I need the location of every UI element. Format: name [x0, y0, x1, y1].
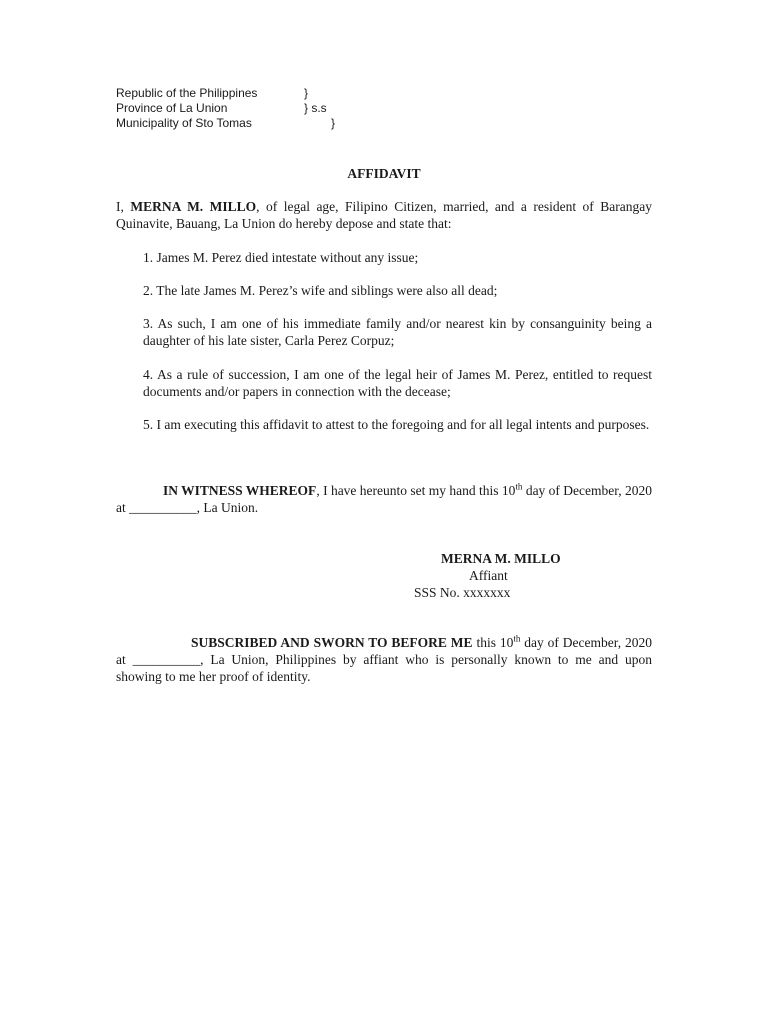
intro-prefix: I,: [116, 199, 131, 214]
venue-line-province: [116, 101, 327, 116]
signature-name: MERNA M. MILLO: [441, 551, 561, 566]
witness-text-1: , I have hereunto set my hand this 10: [316, 483, 516, 498]
affiant-name-inline: MERNA M. MILLO: [130, 199, 257, 214]
jurat-text-2: day of December, 2020 at __________, La Union, Philippines by affiant who is personally known to me and upon showing to me her proof of identity.: [116, 635, 652, 684]
venue-line-republic: [116, 86, 309, 101]
jurat-lead: SUBSCRIBED AND SWORN TO BEFORE ME: [191, 635, 473, 650]
statement-item-5: 5. I am executing this affidavit to attest to the foregoing and for all legal intents and purposes.: [143, 417, 650, 432]
venue-brace-2-ss: } s.s: [304, 101, 327, 115]
jurat-text-1: this 10: [472, 635, 514, 650]
venue-province-text: Province of La Union: [116, 101, 228, 115]
venue-brace-1: }: [304, 86, 309, 100]
intro-paragraph: [116, 198, 652, 232]
witness-lead: IN WITNESS WHEREOF: [163, 483, 317, 498]
signature-role: Affiant: [469, 568, 508, 583]
statement-item-4: 4. As a rule of succession, I am one of the legal heir of James M. Perez, entitled to request documents and/or papers in connection with the decease;: [143, 367, 652, 399]
venue-republic-text: Republic of the Philippines: [116, 86, 258, 100]
venue-block: [116, 86, 336, 131]
venue-municipality-text: Municipality of Sto Tomas: [116, 116, 252, 130]
signature-sss-number: SSS No. xxxxxxx: [414, 585, 511, 600]
intro-text: , of legal age, Filipino Citizen, married, and a resident of Barangay Quinavite, Bauang, La Union do hereby depose and state that:: [116, 199, 652, 231]
witness-ordinal: th: [515, 481, 523, 492]
statement-item-1: 1. James M. Perez died intestate without any issue;: [143, 250, 419, 265]
venue-brace-3: }: [331, 116, 336, 130]
venue-line-municipality: [116, 116, 336, 131]
statement-item-2: 2. The late James M. Perez’s wife and siblings were also all dead;: [143, 283, 498, 298]
witness-text-2: day of December, 2020 at __________, La Union.: [116, 483, 652, 515]
jurat-ordinal: th: [513, 633, 521, 644]
jurat-paragraph: [116, 634, 652, 685]
witness-paragraph: [116, 482, 652, 516]
statement-item-3: 3. As such, I am one of his immediate family and/or nearest kin by consanguinity being a daughter of his late sister, Carla Perez Corpuz;: [143, 316, 652, 348]
document-title: AFFIDAVIT: [347, 166, 421, 181]
